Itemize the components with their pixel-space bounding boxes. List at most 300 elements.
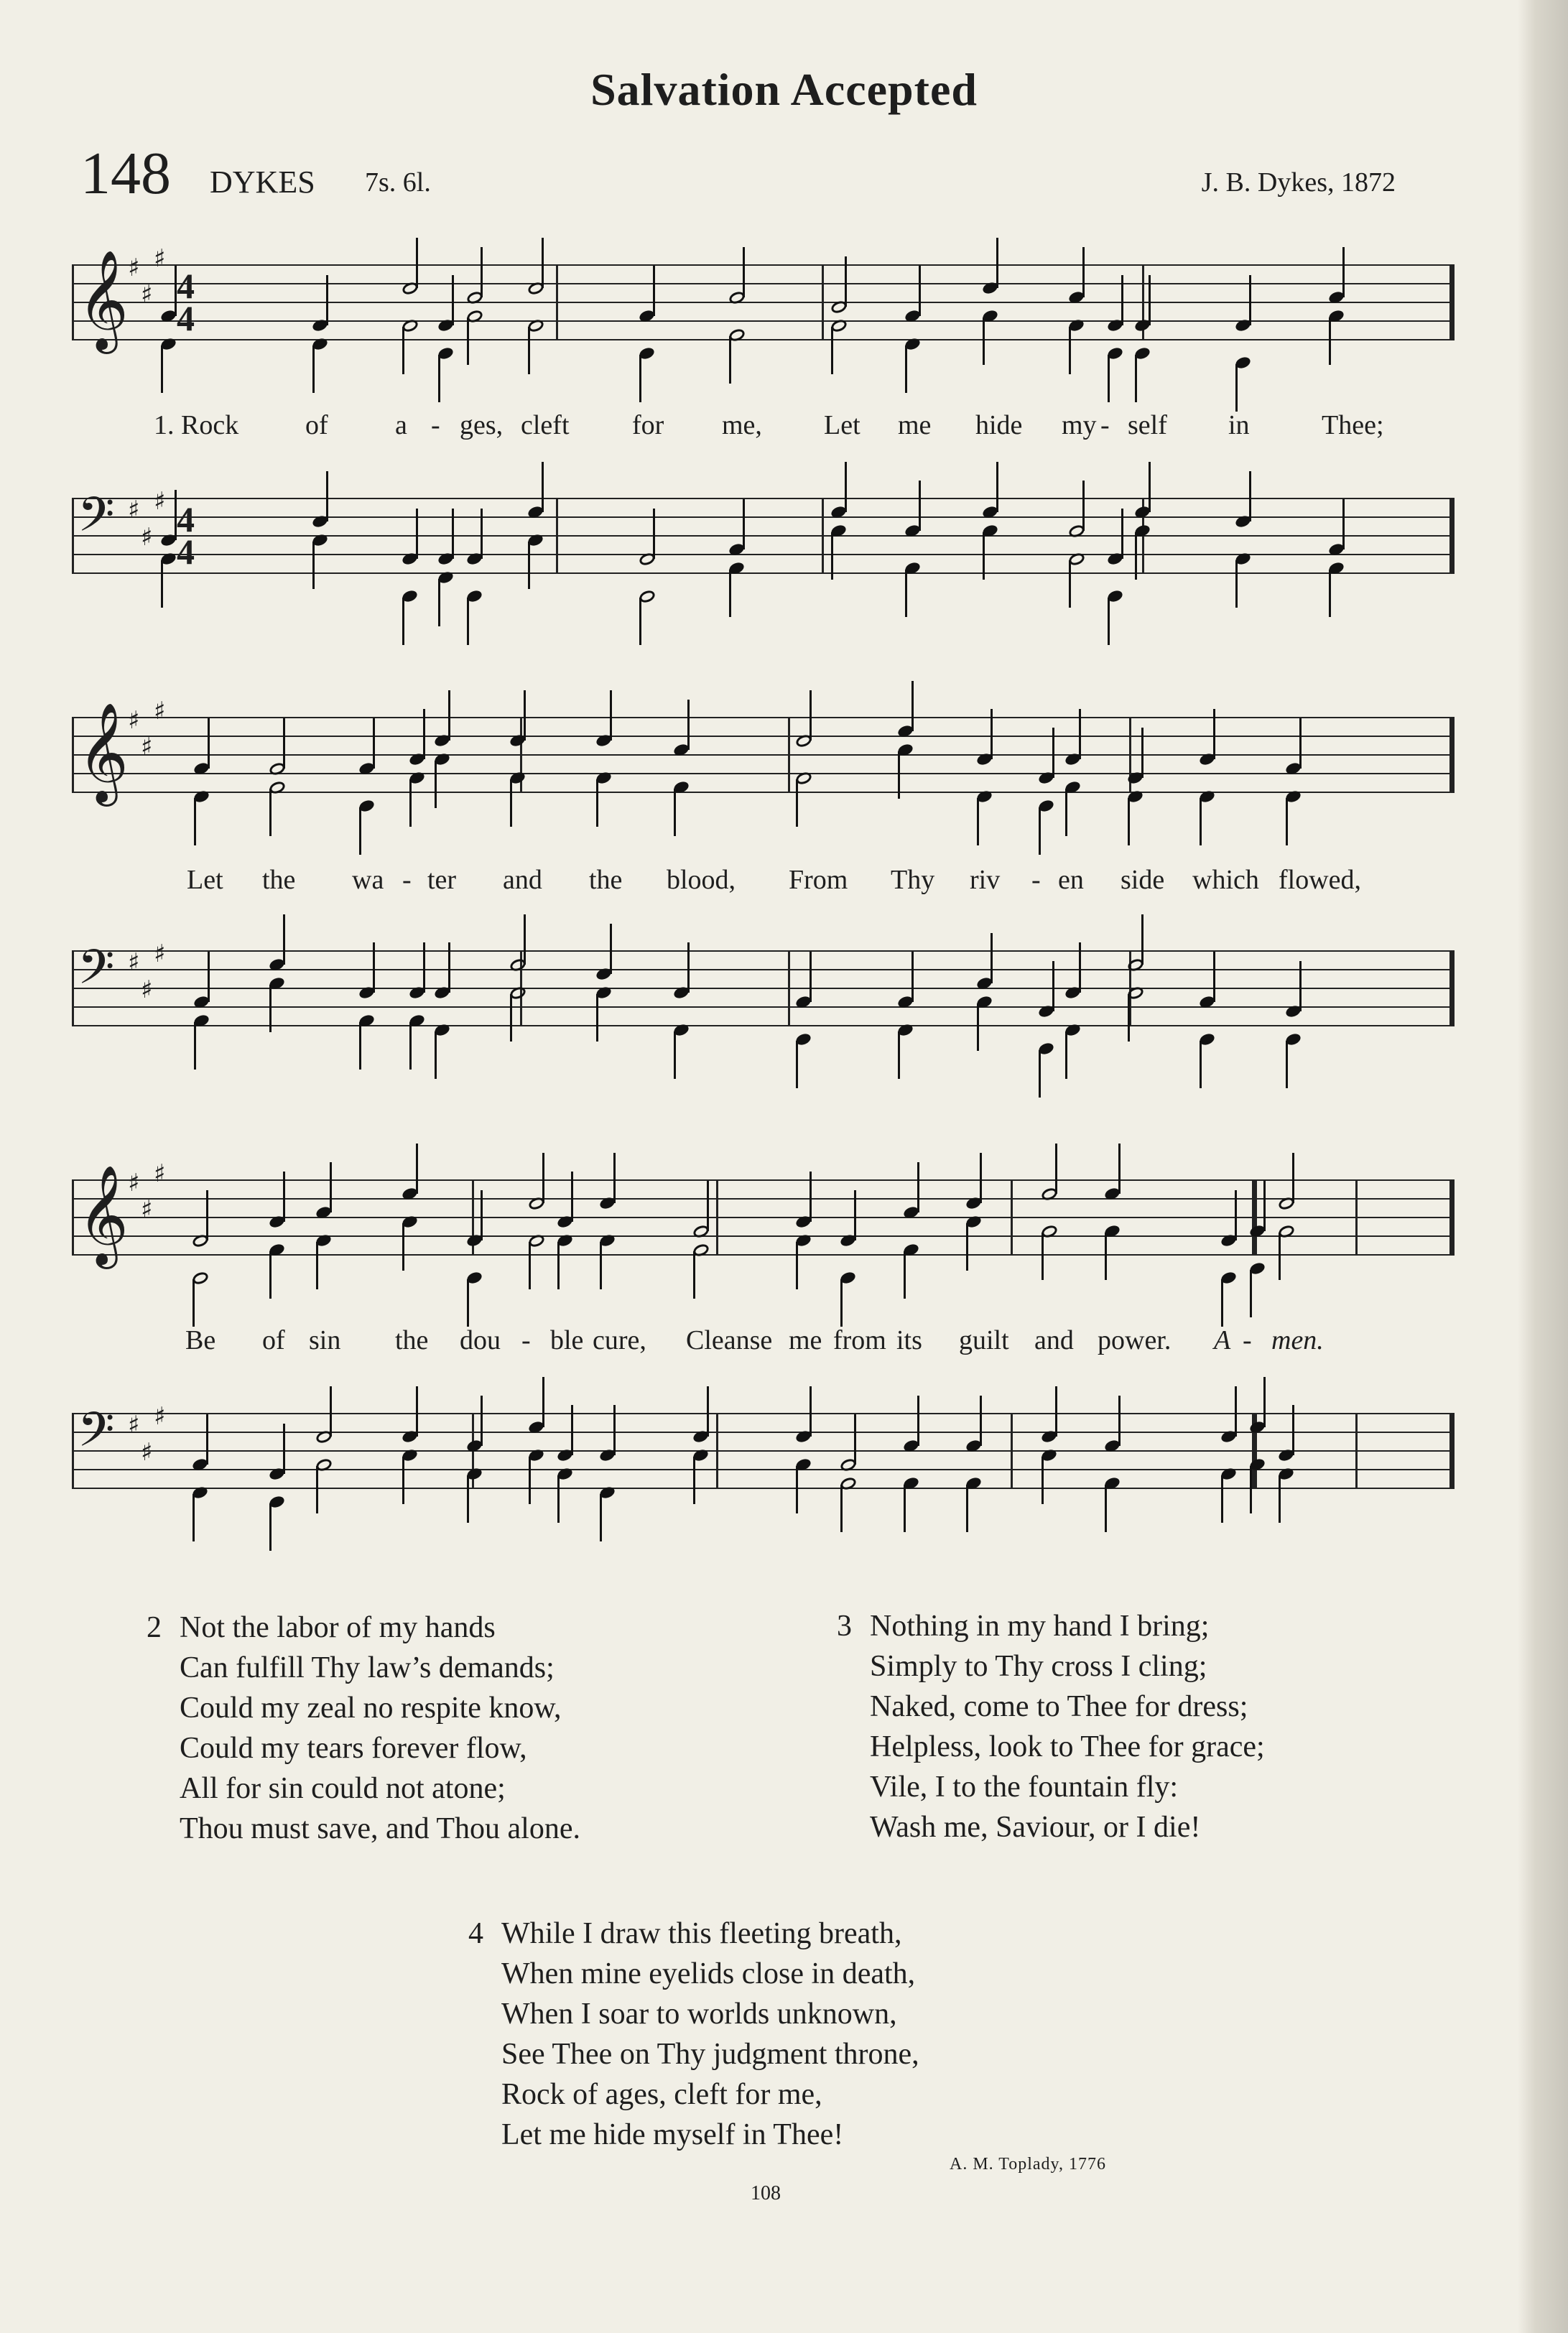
note-stem — [966, 1485, 968, 1532]
lyric-syllable: of — [305, 410, 328, 440]
note-stem — [707, 1386, 709, 1437]
note-stem — [175, 266, 177, 316]
note-stem — [1108, 355, 1110, 402]
lyric-syllable: Be — [185, 1325, 216, 1355]
staff-line — [72, 264, 1455, 266]
staff-line — [72, 1488, 1455, 1489]
sharp-icon: ♯ — [154, 940, 166, 968]
note-stem — [1055, 1386, 1057, 1437]
staff-line — [72, 283, 1455, 284]
lyric-syllable: the — [395, 1325, 429, 1355]
note-stem — [1200, 1041, 1202, 1088]
staff-line — [72, 717, 1455, 718]
note-stem — [919, 481, 921, 531]
lyric-syllable: 1. Rock — [154, 410, 239, 440]
lyric-syllable: a — [395, 410, 407, 440]
note-stem — [161, 345, 163, 393]
note-stem — [996, 462, 998, 512]
note-stem — [1052, 728, 1054, 778]
note-stem — [809, 1172, 812, 1222]
note-stem — [1042, 1233, 1044, 1280]
note-stem — [1118, 1396, 1121, 1446]
note-stem — [416, 509, 418, 559]
staff-line — [72, 302, 1455, 303]
sharp-icon: ♯ — [141, 280, 153, 309]
note-stem — [524, 914, 526, 965]
note-stem — [1141, 728, 1143, 778]
staff-line — [72, 535, 1455, 537]
note-stem — [481, 1396, 483, 1446]
note-stem — [898, 1031, 900, 1079]
treble-clef-icon: 𝄞 — [78, 702, 129, 802]
note-stem — [1213, 709, 1215, 759]
note-stem — [966, 1223, 968, 1271]
note-stem — [1342, 499, 1345, 549]
note-stem — [330, 1386, 332, 1437]
note-stem — [283, 718, 285, 769]
note-stem — [610, 924, 612, 974]
note-stem — [613, 1405, 616, 1455]
sharp-icon: ♯ — [154, 1402, 166, 1431]
note-stem — [904, 1251, 906, 1299]
note-stem — [600, 1494, 602, 1541]
note-stem — [206, 1190, 208, 1240]
note-stem — [438, 579, 440, 626]
lyric-syllable: sin — [309, 1325, 341, 1355]
page-number: 108 — [751, 2182, 781, 2204]
note-stem — [452, 509, 454, 559]
note-stem — [192, 1279, 195, 1327]
barline — [1355, 1413, 1358, 1489]
note-stem — [326, 275, 328, 325]
lyric-syllable: flowed, — [1279, 865, 1362, 895]
note-stem — [980, 1153, 982, 1203]
note-stem — [524, 690, 526, 741]
bass-staff — [72, 487, 1455, 572]
note-stem — [983, 317, 985, 365]
stanza-number: 3 — [837, 1610, 852, 1643]
lyric-syllable: - — [1100, 410, 1110, 440]
lyric-syllable: the — [589, 865, 623, 895]
note-stem — [707, 1181, 709, 1231]
barline-start — [72, 1413, 74, 1489]
lyric-syllable: wa — [352, 865, 384, 895]
stanza-line: When mine eyelids close in death, — [501, 1957, 916, 1990]
lyric-syllable: power. — [1098, 1325, 1172, 1355]
lyric-syllable: Thee; — [1322, 410, 1384, 440]
hymn-title: Salvation Accepted — [590, 64, 978, 115]
note-stem — [1108, 598, 1110, 645]
note-stem — [977, 1003, 979, 1051]
note-stem — [693, 1457, 695, 1504]
barline — [788, 950, 790, 1026]
stanza-line: Not the labor of my hands — [180, 1611, 496, 1644]
lyric-syllable: me, — [722, 410, 762, 440]
time-sig-bottom: 4 — [177, 298, 195, 338]
lyric-syllable: From — [789, 865, 848, 895]
barline-end — [1449, 950, 1455, 1026]
note-stem — [269, 1251, 272, 1299]
barline-start — [72, 498, 74, 574]
note-stem — [1055, 1144, 1057, 1194]
note-stem — [359, 807, 361, 855]
sharp-icon: ♯ — [141, 733, 153, 761]
note-stem — [1105, 1485, 1107, 1532]
note-stem — [743, 499, 745, 549]
bass-staff — [72, 940, 1455, 1025]
note-stem — [448, 690, 450, 741]
lyric-syllable: - — [1031, 865, 1041, 895]
note-stem — [610, 690, 612, 741]
sharp-icon: ♯ — [128, 1411, 140, 1439]
lyric-syllable: en — [1058, 865, 1084, 895]
note-stem — [1279, 1233, 1281, 1280]
staff-line — [72, 1025, 1455, 1026]
stanza-number: 4 — [468, 1917, 483, 1950]
note-stem — [269, 1503, 272, 1551]
note-stem — [1250, 1270, 1252, 1317]
barline — [788, 717, 790, 793]
lyric-syllable: - — [431, 410, 440, 440]
note-stem — [991, 933, 993, 983]
sharp-icon: ♯ — [154, 244, 166, 273]
lyric-syllable: side — [1121, 865, 1165, 895]
stanza-line: Can fulfill Thy law’s demands; — [180, 1651, 555, 1684]
note-stem — [1250, 1466, 1252, 1513]
barline-start — [72, 1179, 74, 1256]
lyric-syllable: ter — [427, 865, 457, 895]
treble-staff — [72, 1159, 1455, 1265]
note-stem — [571, 1405, 573, 1455]
time-sig-top: 4 — [177, 266, 195, 306]
note-stem — [674, 1031, 676, 1079]
barline — [822, 264, 824, 340]
lyrics-line — [72, 409, 1455, 445]
lyric-syllable: cleft — [521, 410, 570, 440]
barline — [716, 1413, 718, 1489]
note-stem — [840, 1279, 843, 1327]
note-stem — [796, 779, 798, 827]
note-stem — [1149, 275, 1151, 325]
note-stem — [600, 1242, 602, 1289]
sharp-icon: ♯ — [141, 1195, 153, 1224]
staff-line — [72, 969, 1455, 970]
lyric-syllable: A — [1214, 1325, 1231, 1355]
stanza-line: Vile, I to the fountain fly: — [870, 1771, 1179, 1804]
note-stem — [206, 1414, 208, 1465]
note-stem — [1329, 570, 1331, 617]
stanza-line: Helpless, look to Thee for grace; — [870, 1730, 1265, 1763]
lyric-syllable: riv — [970, 865, 1001, 895]
note-stem — [905, 570, 907, 617]
note-stem — [1329, 317, 1331, 365]
note-stem — [402, 598, 404, 645]
note-stem — [557, 1242, 560, 1289]
note-stem — [208, 952, 210, 1002]
sharp-icon: ♯ — [141, 1438, 153, 1467]
staff-line — [72, 339, 1455, 340]
note-stem — [854, 1414, 856, 1465]
note-stem — [996, 238, 998, 288]
stanza-line: All for sin could not atone; — [180, 1772, 506, 1805]
note-stem — [542, 462, 544, 512]
note-stem — [1235, 1190, 1237, 1240]
note-stem — [435, 1031, 437, 1079]
note-stem — [542, 1153, 544, 1203]
note-stem — [1135, 532, 1137, 580]
lyric-syllable: blood, — [667, 865, 736, 895]
staff-line — [72, 950, 1455, 952]
note-stem — [1039, 1050, 1041, 1098]
staff-line — [72, 988, 1455, 989]
barline — [1252, 1179, 1257, 1256]
note-stem — [905, 345, 907, 393]
lyric-syllable: which — [1192, 865, 1259, 895]
note-stem — [1065, 1031, 1067, 1079]
note-stem — [316, 1466, 318, 1513]
stanza-line: Naked, come to Thee for dress; — [870, 1690, 1248, 1723]
note-stem — [729, 336, 731, 384]
meter: 7s. 6l. — [365, 167, 431, 198]
lyric-syllable: Thy — [891, 865, 935, 895]
note-stem — [1141, 914, 1143, 965]
barline — [556, 498, 558, 574]
staff-line — [72, 1450, 1455, 1452]
barline — [1011, 1413, 1013, 1489]
treble-clef-icon: 𝄞 — [78, 1165, 129, 1265]
barline-end — [1449, 1179, 1455, 1256]
note-stem — [481, 247, 483, 297]
note-stem — [316, 1242, 318, 1289]
stanza-line: Thou must save, and Thou alone. — [180, 1812, 580, 1845]
note-stem — [416, 1144, 418, 1194]
staff-line — [72, 1254, 1455, 1256]
note-stem — [693, 1251, 695, 1299]
note-stem — [596, 994, 598, 1042]
note-stem — [528, 542, 530, 589]
note-stem — [1065, 789, 1067, 836]
note-stem — [653, 266, 655, 316]
note-stem — [596, 779, 598, 827]
barline-start — [72, 950, 74, 1026]
note-stem — [1235, 364, 1238, 412]
lyric-syllable: - — [1243, 1325, 1252, 1355]
sharp-icon: ♯ — [141, 975, 153, 1004]
stanza-line: Rock of ages, cleft for me, — [501, 2078, 822, 2111]
note-stem — [283, 1172, 285, 1222]
note-stem — [510, 994, 512, 1042]
note-stem — [481, 509, 483, 559]
sharp-icon: ♯ — [154, 697, 166, 725]
note-stem — [1135, 355, 1137, 402]
note-stem — [571, 1172, 573, 1222]
note-stem — [613, 1153, 616, 1203]
note-stem — [1128, 994, 1130, 1042]
sharp-icon: ♯ — [128, 254, 140, 282]
note-stem — [409, 779, 412, 827]
note-stem — [1079, 709, 1081, 759]
lyric-syllable: for — [632, 410, 664, 440]
lyric-syllable: in — [1228, 410, 1250, 440]
stanza-line: Simply to Thy cross I cling; — [870, 1650, 1207, 1683]
note-stem — [1052, 961, 1054, 1011]
lyric-syllable: Let — [824, 410, 860, 440]
stanza-line: While I draw this fleeting breath, — [501, 1917, 902, 1950]
note-stem — [435, 761, 437, 808]
barline — [716, 1179, 718, 1256]
barline — [1355, 1179, 1358, 1256]
note-stem — [1082, 481, 1085, 531]
note-stem — [416, 238, 418, 288]
note-stem — [911, 681, 914, 731]
note-stem — [639, 598, 641, 645]
note-stem — [529, 1242, 531, 1289]
note-stem — [809, 952, 812, 1002]
note-stem — [796, 1041, 798, 1088]
note-stem — [1279, 1475, 1281, 1523]
note-stem — [904, 1485, 906, 1532]
note-stem — [452, 275, 454, 325]
note-stem — [809, 1386, 812, 1437]
staff-line — [72, 1413, 1455, 1414]
note-stem — [854, 1190, 856, 1240]
staff-line — [72, 572, 1455, 574]
staff-line — [72, 1235, 1455, 1237]
lyric-syllable: guilt — [959, 1325, 1009, 1355]
note-stem — [917, 1162, 919, 1212]
treble-staff — [72, 697, 1455, 802]
note-stem — [674, 789, 676, 836]
note-stem — [192, 1494, 195, 1541]
note-stem — [1121, 509, 1123, 559]
note-stem — [831, 532, 833, 580]
note-stem — [653, 509, 655, 559]
sharp-icon: ♯ — [154, 1159, 166, 1188]
note-stem — [467, 1279, 469, 1327]
note-stem — [448, 942, 450, 993]
note-stem — [542, 238, 544, 288]
note-stem — [208, 718, 210, 769]
note-stem — [1286, 798, 1288, 845]
staff-line — [72, 498, 1455, 499]
note-stem — [1286, 1041, 1288, 1088]
note-stem — [373, 942, 375, 993]
note-stem — [1235, 1386, 1237, 1437]
note-stem — [983, 532, 985, 580]
note-stem — [809, 690, 812, 741]
note-stem — [467, 1475, 469, 1523]
note-stem — [529, 1457, 531, 1504]
note-stem — [1221, 1279, 1223, 1327]
note-stem — [1292, 1405, 1294, 1455]
note-stem — [917, 1396, 919, 1446]
note-stem — [1249, 275, 1251, 325]
lyric-syllable: - — [521, 1325, 531, 1355]
note-stem — [269, 985, 272, 1032]
note-stem — [373, 718, 375, 769]
barline-end — [1449, 717, 1455, 793]
note-stem — [1221, 1475, 1223, 1523]
staff-line — [72, 754, 1455, 756]
page-edge-shadow — [1518, 0, 1568, 2333]
note-stem — [796, 1242, 798, 1289]
stanza-line: Wash me, Saviour, or I die! — [870, 1811, 1201, 1844]
note-stem — [1249, 471, 1251, 521]
barline-end — [1449, 498, 1455, 574]
note-stem — [269, 789, 272, 836]
time-signature — [177, 499, 195, 572]
note-stem — [175, 490, 177, 540]
note-stem — [326, 471, 328, 521]
note-stem — [1149, 462, 1151, 512]
staff-line — [72, 1179, 1455, 1181]
note-stem — [481, 1190, 483, 1240]
note-stem — [330, 1162, 332, 1212]
time-sig-top: 4 — [177, 499, 195, 539]
note-stem — [312, 345, 315, 393]
time-sig-bottom: 4 — [177, 532, 195, 572]
note-stem — [402, 1457, 404, 1504]
note-stem — [991, 709, 993, 759]
note-stem — [1128, 798, 1130, 845]
sharp-icon: ♯ — [128, 706, 140, 735]
note-stem — [1069, 560, 1071, 608]
staff-line — [72, 1432, 1455, 1433]
barline — [556, 264, 558, 340]
note-stem — [796, 1466, 798, 1513]
stanza-line: Let me hide myself in Thee! — [501, 2118, 844, 2151]
note-stem — [898, 751, 900, 799]
note-stem — [1118, 1144, 1121, 1194]
lyric-syllable: cure, — [593, 1325, 646, 1355]
lyric-syllable: and — [503, 865, 542, 895]
note-stem — [980, 1396, 982, 1446]
lyric-syllable: self — [1128, 410, 1167, 440]
stanza-line: Could my tears forever flow, — [180, 1732, 527, 1765]
note-stem — [845, 256, 847, 307]
author-credit: A. M. Toplady, 1776 — [950, 2155, 1106, 2174]
lyric-syllable: Cleanse — [686, 1325, 773, 1355]
note-stem — [1105, 1233, 1107, 1280]
barline-start — [72, 717, 74, 793]
bass-clef-icon: 𝄢 — [78, 1402, 115, 1469]
time-signature — [177, 266, 195, 338]
note-stem — [729, 570, 731, 617]
sharp-icon: ♯ — [141, 523, 153, 552]
lyric-syllable: hide — [975, 410, 1023, 440]
note-stem — [1342, 247, 1345, 297]
lyric-syllable: the — [262, 865, 296, 895]
composer-credit: J. B. Dykes, 1872 — [1201, 167, 1396, 198]
note-stem — [1213, 952, 1215, 1002]
note-stem — [831, 327, 833, 374]
bass-clef-icon: 𝄢 — [78, 940, 115, 1006]
lyrics-line — [72, 864, 1455, 900]
stanza-number: 2 — [147, 1611, 162, 1644]
note-stem — [438, 355, 440, 402]
note-stem — [416, 1386, 418, 1437]
note-stem — [423, 942, 425, 993]
note-stem — [467, 317, 469, 365]
note-stem — [977, 798, 979, 845]
lyrics-line — [72, 1325, 1455, 1360]
barline-start — [72, 264, 74, 340]
note-stem — [687, 942, 690, 993]
note-stem — [1079, 942, 1081, 993]
stanza-line: When I soar to worlds unknown, — [501, 1998, 897, 2031]
lyric-syllable: its — [896, 1325, 922, 1355]
lyric-syllable: and — [1034, 1325, 1074, 1355]
